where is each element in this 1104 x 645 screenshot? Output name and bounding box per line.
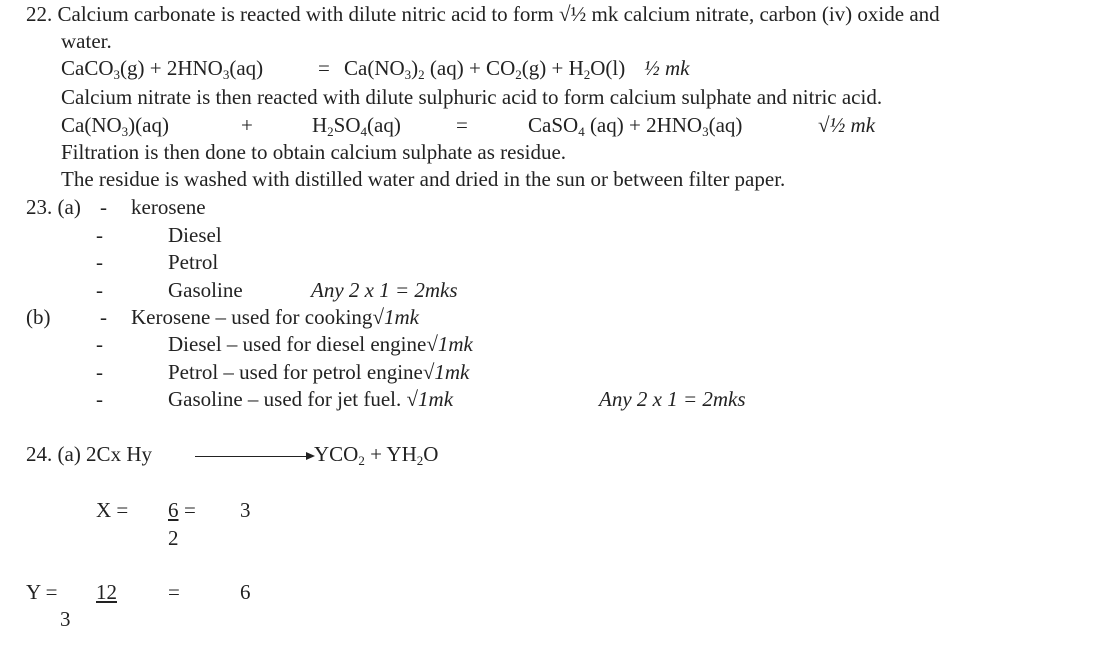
q23b-item-3 bbox=[168, 362, 469, 383]
q23a-item-1: kerosene bbox=[131, 195, 206, 219]
q23b-item-2-text: Diesel – used for diesel engine bbox=[168, 332, 427, 356]
q23b-item-1-text: Kerosene – used for cooking bbox=[131, 305, 373, 329]
q23b-dash-2: - bbox=[96, 332, 103, 356]
q22-line-3: Calcium nitrate is then reacted with dilute sulphuric acid to form calcium sulphate and nitric acid. bbox=[61, 85, 883, 109]
q23b-item-3-mark: √1mk bbox=[422, 360, 470, 384]
q23a-marking-note: Any 2 x 1 = 2mks bbox=[311, 278, 458, 302]
q23a-dash-1: - bbox=[100, 195, 107, 219]
q24-y-numerator: 12 bbox=[96, 580, 117, 604]
q22-line-2: water. bbox=[61, 29, 112, 53]
q24-x-denominator: 2 bbox=[168, 526, 179, 550]
q23a-item-4: Gasoline bbox=[168, 278, 243, 302]
q23a-dash-2: - bbox=[96, 223, 103, 247]
q24-x-value: 3 bbox=[240, 498, 251, 522]
q23-number: 23. (a) bbox=[26, 195, 81, 219]
q24-x-numerator: 6 bbox=[168, 498, 179, 522]
q22-line-4: Filtration is then done to obtain calcium sulphate as residue. bbox=[61, 140, 567, 164]
q22-equation-2-plus: + bbox=[241, 113, 253, 137]
q24-x-label: X = bbox=[96, 498, 129, 522]
q22-equation-2-products: CaSO$_4$ $(aq) + 2HNO_3(aq)$ bbox=[528, 113, 743, 139]
q23b-item-4 bbox=[168, 389, 453, 410]
q23b-item-2-mark: √1mk bbox=[426, 332, 473, 356]
q22-equation-2-reactant-a: $Ca(NO_3)(aq)$ bbox=[61, 113, 169, 139]
q22-equation-1-rhs: $Ca(NO_3)_2$ $(aq) + CO_2(g) + H_2O(l)$ bbox=[344, 56, 626, 82]
q23b-label: (b) bbox=[26, 305, 51, 329]
q23b-item-3-text: Petrol – used for petrol engine bbox=[168, 360, 423, 384]
q22-equation-1-equals: = bbox=[318, 56, 330, 80]
q22-line-1: 22. Calcium carbonate is reacted with dilute nitric acid to form √½ mk calcium nitrate, carbon (iv) oxide and bbox=[26, 2, 940, 26]
q23b-dash-1: - bbox=[100, 305, 107, 329]
q23a-dash-3: - bbox=[96, 250, 103, 274]
reaction-arrow-line bbox=[195, 456, 307, 457]
q23b-item-4-mark: √1mk bbox=[406, 387, 454, 411]
q23a-dash-4: - bbox=[96, 278, 103, 302]
q24-reactant: 24. (a) 2Cx Hy bbox=[26, 442, 152, 466]
q22-equation-1-mark: ½ mk bbox=[644, 56, 690, 80]
q23b-dash-3: - bbox=[96, 360, 103, 384]
q24-y-value: 6 bbox=[240, 580, 251, 604]
q24-x-equals: = bbox=[184, 498, 196, 522]
q24-products: $YCO_2 + YH_2O$ bbox=[314, 442, 439, 468]
q23b-item-1-mark: √1mk bbox=[372, 305, 419, 329]
q24-y-label: Y = bbox=[26, 580, 58, 604]
q22-equation-2-reactant-b: $H_2SO_4(aq)$ bbox=[312, 113, 401, 139]
q24-y-denominator: 3 bbox=[60, 607, 71, 631]
q22-line-5: The residue is washed with distilled water and dried in the sun or between filter paper. bbox=[61, 167, 786, 191]
q23a-item-2: Diesel bbox=[168, 223, 222, 247]
q22-equation-1-lhs: CaCO$_3$(g) + $2HNO_3(aq)$ bbox=[61, 56, 264, 82]
q23b-item-1 bbox=[131, 307, 419, 328]
q23b-item-2 bbox=[168, 334, 473, 355]
q23b-item-4-text: Gasoline – used for jet fuel. bbox=[168, 387, 407, 411]
q23b-dash-4: - bbox=[96, 387, 103, 411]
q22-equation-2-equals: = bbox=[456, 113, 468, 137]
q23b-marking-note: Any 2 x 1 = 2mks bbox=[599, 387, 746, 411]
q22-equation-2-mark: √½ mk bbox=[818, 113, 876, 137]
q23a-item-3: Petrol bbox=[168, 250, 219, 274]
q24-y-equals: = bbox=[168, 580, 180, 604]
